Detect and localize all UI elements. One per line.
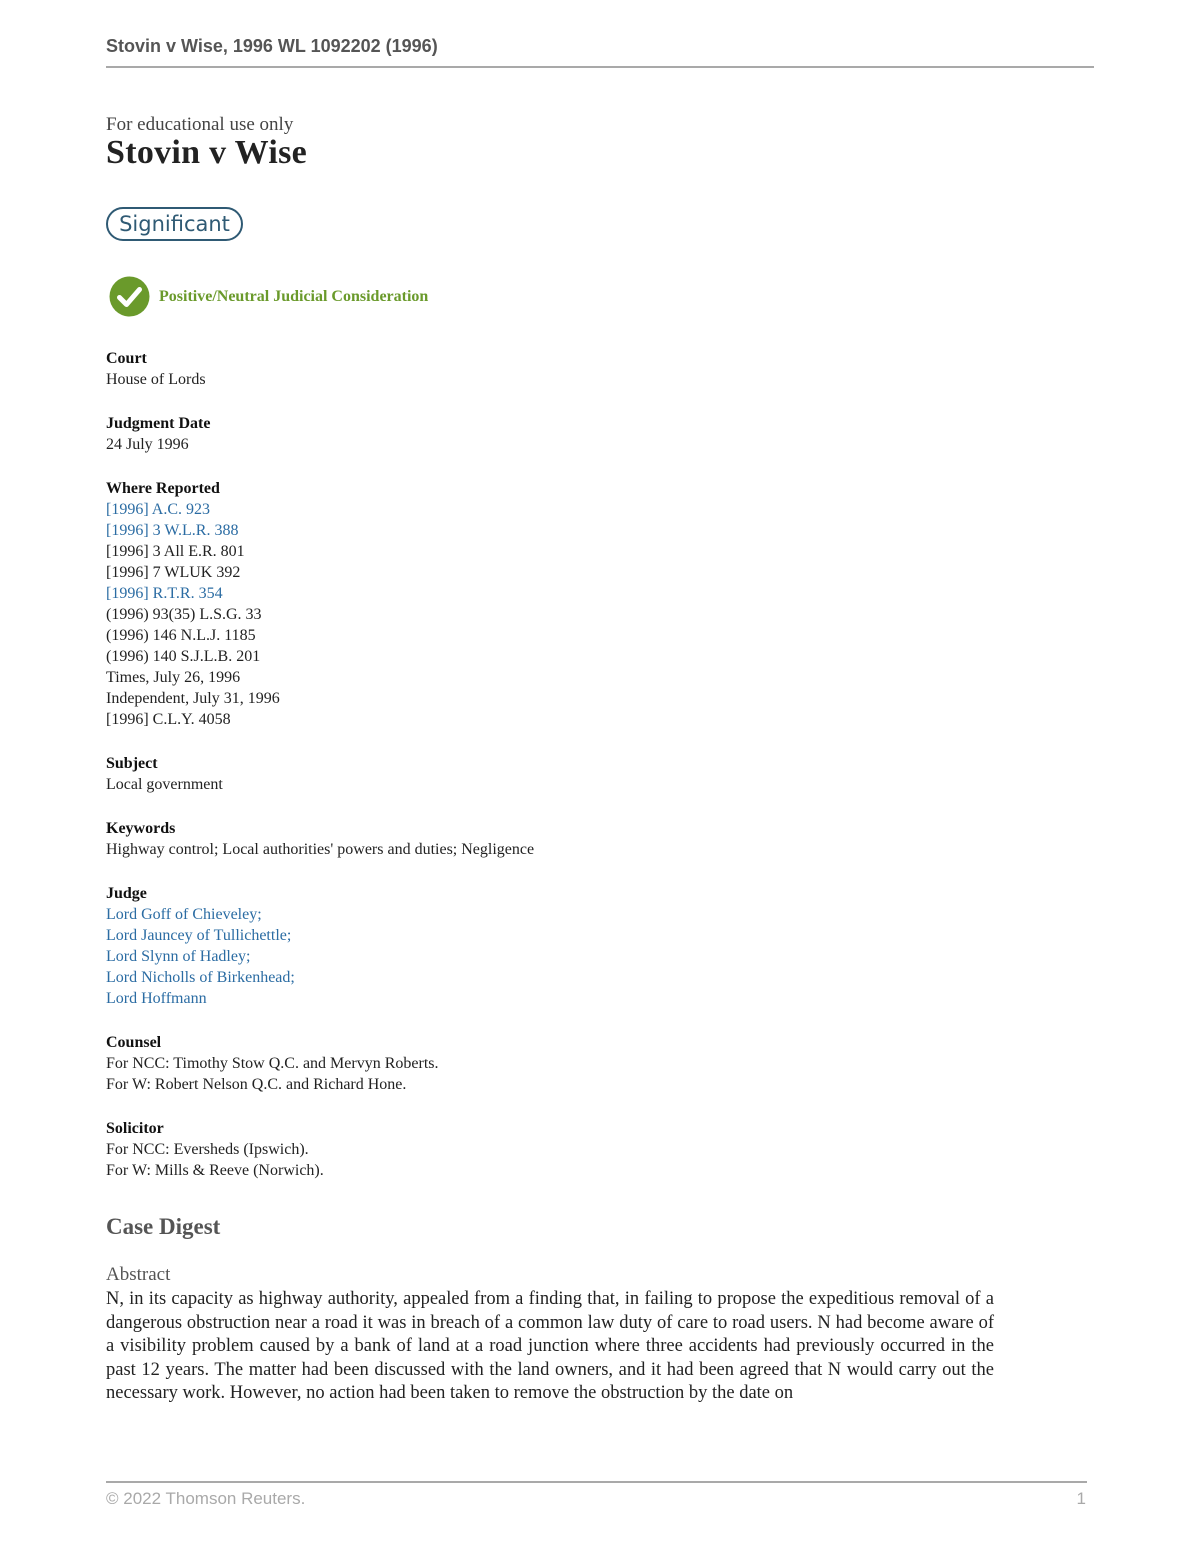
report-citation: [1996] 3 All E.R. 801 <box>106 543 245 560</box>
solicitor-label: Solicitor <box>106 1120 164 1137</box>
judge-link[interactable]: Lord Goff of Chieveley; <box>106 906 262 923</box>
counsel-line: For NCC: Timothy Stow Q.C. and Mervyn Roberts. <box>106 1055 439 1072</box>
report-citation: (1996) 146 N.L.J. 1185 <box>106 627 256 644</box>
judge-link[interactable]: Lord Hoffmann <box>106 990 207 1007</box>
report-citation-link[interactable]: [1996] A.C. 923 <box>106 501 210 518</box>
report-citation: Times, July 26, 1996 <box>106 669 241 686</box>
report-citation: Independent, July 31, 1996 <box>106 690 280 707</box>
case-metadata <box>106 348 534 1204</box>
judgment-date-label: Judgment Date <box>106 415 211 432</box>
subject-field <box>106 753 534 795</box>
judgment-date-field <box>106 413 534 455</box>
solicitor-line: For W: Mills & Reeve (Norwich). <box>106 1162 324 1179</box>
keywords-label: Keywords <box>106 820 176 837</box>
abstract-heading: Abstract <box>106 1264 171 1285</box>
judicial-consideration-text: Positive/Neutral Judicial Consideration <box>159 287 429 305</box>
where-reported-label: Where Reported <box>106 480 220 497</box>
check-circle-icon <box>109 276 150 317</box>
document-header-citation: Stovin v Wise, 1996 WL 1092202 (1996) <box>106 36 438 56</box>
subject-label: Subject <box>106 755 158 772</box>
keywords-field <box>106 818 534 860</box>
case-title: Stovin v Wise <box>106 134 308 171</box>
abstract-text: N, in its capacity as highway authority, appealed from a finding that, in failing to propose the expeditious removal of a dangerous obstruction near a road it was in breach of a common law duty of care to road users. N had become aware of a visibility problem caused by a bank of land at a road junction where three accidents had previously occurred in the past 12 years. The matter had been discussed with the land owners, and it had been agreed that N would carry out the necessary work. However, no action had been taken to remove the obstruction by the date on <box>106 1289 994 1403</box>
significant-badge: Significant <box>106 207 243 241</box>
report-citation: (1996) 140 S.J.L.B. 201 <box>106 648 261 665</box>
judge-link[interactable]: Lord Jauncey of Tullichettle; <box>106 927 292 944</box>
report-citation: (1996) 93(35) L.S.G. 33 <box>106 606 262 623</box>
report-citation-link[interactable]: [1996] 3 W.L.R. 388 <box>106 522 239 539</box>
solicitor-field <box>106 1118 534 1181</box>
judge-label: Judge <box>106 885 147 902</box>
court-value: House of Lords <box>106 371 206 388</box>
report-citation-link[interactable]: [1996] R.T.R. 354 <box>106 585 223 602</box>
where-reported-field <box>106 478 534 730</box>
judge-link[interactable]: Lord Nicholls of Birkenhead; <box>106 969 295 986</box>
court-field <box>106 348 534 390</box>
judgment-date-value: 24 July 1996 <box>106 436 189 453</box>
footer-copyright: © 2022 Thomson Reuters. <box>106 1489 306 1508</box>
report-citation: [1996] 7 WLUK 392 <box>106 564 241 581</box>
counsel-label: Counsel <box>106 1034 162 1051</box>
solicitor-line: For NCC: Eversheds (Ipswich). <box>106 1141 309 1158</box>
footer-divider <box>106 1481 1087 1483</box>
case-digest-heading: Case Digest <box>106 1214 221 1239</box>
keywords-value: Highway control; Local authorities' powers and duties; Negligence <box>106 841 535 858</box>
judicial-consideration-flag[interactable] <box>109 276 428 317</box>
page-number: 1 <box>1076 1489 1086 1508</box>
court-label: Court <box>106 350 147 367</box>
judge-link[interactable]: Lord Slynn of Hadley; <box>106 948 251 965</box>
header-divider <box>106 66 1094 68</box>
report-citation: [1996] C.L.Y. 4058 <box>106 711 231 728</box>
counsel-line: For W: Robert Nelson Q.C. and Richard Hone. <box>106 1076 407 1093</box>
counsel-field <box>106 1032 534 1095</box>
subject-value: Local government <box>106 776 223 793</box>
judge-field <box>106 883 534 1009</box>
educational-notice: For educational use only <box>106 114 294 135</box>
